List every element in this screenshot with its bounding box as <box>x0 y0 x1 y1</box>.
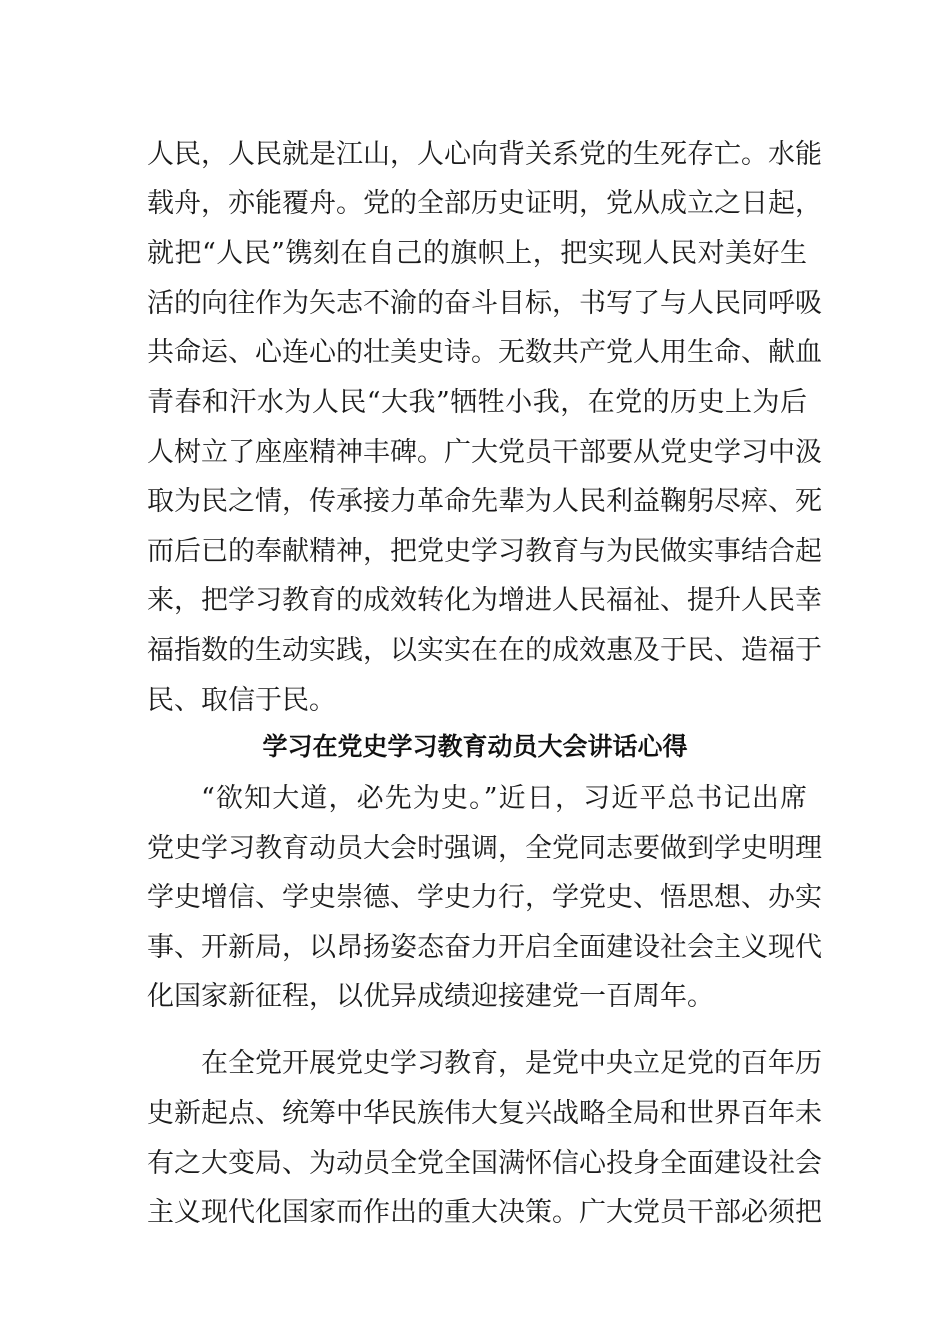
paragraph-line: 青春和汗水为人民“大我”牺牲小我，在党的历史上为后 <box>147 387 807 418</box>
section-heading: 学习在党史学习教育动员大会讲话心得 <box>262 732 688 761</box>
paragraph-line: 来，把学习教育的成效转化为增进人民福祉、提升人民幸 <box>147 585 822 616</box>
paragraph-line: “欲知大道，必先为史。”近日，习近平总书记出席 <box>201 783 807 814</box>
paragraph-line: 人树立了座座精神丰碑。广大党员干部要从党史学习中汲 <box>147 437 822 468</box>
paragraph-line: 史新起点、统筹中华民族伟大复兴战略全局和世界百年未 <box>147 1098 822 1129</box>
paragraph-line: 人民，人民就是江山，人心向背关系党的生死存亡。水能 <box>147 139 822 170</box>
paragraph-line: 福指数的生动实践，以实实在在的成效惠及于民、造福于 <box>147 635 822 666</box>
paragraph-line: 载舟，亦能覆舟。党的全部历史证明，党从成立之日起， <box>147 188 822 219</box>
paragraph-line: 化国家新征程，以优异成绩迎接建党一百周年。 <box>147 981 714 1012</box>
paragraph-line: 就把“人民”镌刻在自己的旗帜上，把实现人民对美好生 <box>147 238 807 269</box>
paragraph-line: 取为民之情，传承接力革命先辈为人民利益鞠躬尽瘁、死 <box>147 486 822 517</box>
paragraph-line: 党史学习教育动员大会时强调，全党同志要做到学史明理 <box>147 833 822 864</box>
paragraph-line: 民、取信于民。 <box>147 685 336 716</box>
paragraph-line: 而后已的奉献精神，把党史学习教育与为民做实事结合起 <box>147 536 822 567</box>
paragraph-line: 在全党开展党史学习教育，是党中央立足党的百年历 <box>201 1048 822 1079</box>
paragraph-line: 主义现代化国家而作出的重大决策。广大党员干部必须把 <box>147 1197 822 1228</box>
paragraph-line: 活的向往作为矢志不渝的奋斗目标，书写了与人民同呼吸 <box>147 288 822 319</box>
paragraph-line: 有之大变局、为动员全党全国满怀信心投身全面建设社会 <box>147 1148 822 1179</box>
paragraph-line: 学史增信、学史崇德、学史力行，学党史、悟思想、办实 <box>147 882 822 913</box>
paragraph-line: 共命运、心连心的壮美史诗。无数共产党人用生命、献血 <box>147 337 822 368</box>
paragraph-line: 事、开新局，以昂扬姿态奋力开启全面建设社会主义现代 <box>147 932 822 963</box>
